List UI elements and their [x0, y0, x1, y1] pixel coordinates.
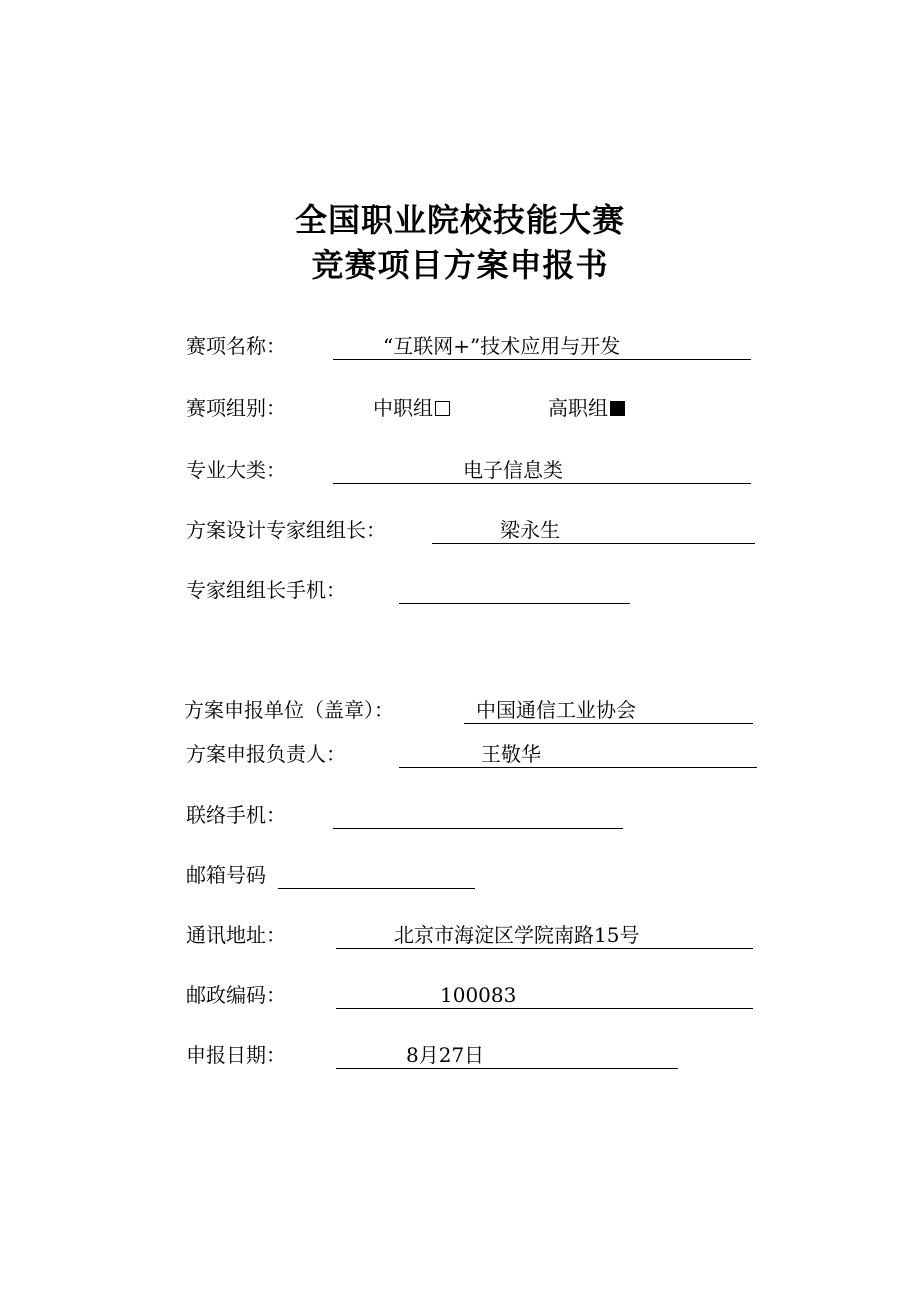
major-category-value: 电子信息类: [463, 458, 563, 482]
address-label: 通讯地址：: [186, 923, 286, 947]
apply-date-row: [0, 1042, 920, 1072]
applicant-person-row: [0, 741, 920, 771]
checked-checkbox-icon[interactable]: [610, 401, 625, 416]
contact-phone-row: [0, 802, 920, 832]
major-category-row: [0, 457, 920, 487]
event-name-field[interactable]: [333, 333, 751, 360]
postal-code-row: [0, 982, 920, 1012]
applicant-unit-row: [0, 697, 920, 727]
document-title-line1: 全国职业院校技能大赛: [294, 201, 625, 239]
design-leader-label: 方案设计专家组组长：: [186, 518, 386, 542]
higher-vocational-label: 高职组: [548, 396, 608, 420]
major-category-label: 专业大类：: [186, 458, 286, 482]
email-label: 邮箱号码: [186, 863, 266, 887]
event-group-label: 赛项组别：: [186, 396, 286, 420]
contact-phone-label: 联络手机：: [186, 803, 286, 827]
postal-code-label: 邮政编码：: [186, 983, 286, 1007]
secondary-vocational-label: 中职组: [373, 396, 433, 420]
postal-code-field[interactable]: [336, 982, 753, 1009]
applicant-person-value: 王敬华: [481, 742, 541, 766]
major-category-field[interactable]: [333, 457, 751, 484]
design-leader-row: [0, 517, 920, 547]
higher-vocational-option[interactable]: [548, 395, 625, 421]
event-name-row: [0, 333, 920, 363]
apply-date-value: 8月27日: [406, 1043, 485, 1067]
email-field[interactable]: [278, 862, 475, 889]
design-leader-value: 梁永生: [500, 518, 560, 542]
unchecked-checkbox-icon[interactable]: [435, 401, 450, 416]
apply-date-label: 申报日期：: [186, 1043, 286, 1067]
leader-phone-row: [0, 577, 920, 607]
email-row: [0, 862, 920, 892]
event-group-row: [0, 395, 920, 425]
leader-phone-label: 专家组组长手机：: [186, 578, 346, 602]
document-title-line2: 竞赛项目方案申报书: [311, 246, 609, 284]
applicant-unit-value: 中国通信工业协会: [476, 698, 636, 722]
address-value: 北京市海淀区学院南路15号: [394, 923, 640, 947]
address-row: [0, 922, 920, 952]
event-name-label: 赛项名称：: [186, 334, 286, 358]
applicant-unit-field[interactable]: [464, 697, 753, 724]
postal-code-value: 100083: [440, 983, 517, 1007]
design-leader-field[interactable]: [432, 517, 755, 544]
apply-date-field[interactable]: [336, 1042, 678, 1069]
leader-phone-field[interactable]: [399, 577, 630, 604]
applicant-person-field[interactable]: [399, 741, 757, 768]
secondary-vocational-option[interactable]: [373, 395, 450, 421]
contact-phone-field[interactable]: [333, 802, 623, 829]
applicant-unit-label: 方案申报单位（盖章）：: [184, 698, 394, 722]
address-field[interactable]: [336, 922, 753, 949]
event-name-value: “互联网+”技术应用与开发: [383, 334, 621, 358]
applicant-person-label: 方案申报负责人：: [186, 742, 346, 766]
